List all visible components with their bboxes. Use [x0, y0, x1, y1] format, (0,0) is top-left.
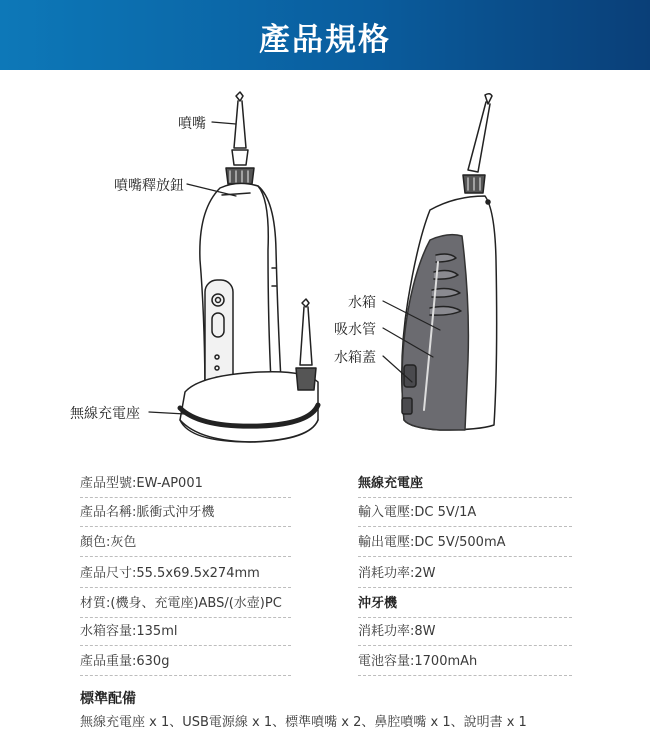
callout-nozzle: 噴嘴: [178, 116, 206, 132]
callout-nozzle-release-button: 噴嘴釋放鈕: [114, 178, 184, 194]
spec-input-voltage: 輸入電壓:DC 5V/1A: [358, 503, 572, 527]
spare-nozzle: [296, 299, 316, 390]
spec-product-name: 產品名稱:脈衝式沖牙機: [80, 503, 291, 527]
spec-tank-capacity: 水箱容量:135ml: [80, 622, 291, 646]
spec-model: 產品型號:EW-AP001: [80, 474, 291, 498]
side-device-body: [402, 196, 497, 430]
front-device-body: [200, 183, 282, 400]
callout-water-tank: 水箱: [348, 295, 376, 311]
front-nozzle: [232, 92, 248, 165]
spec-output-voltage: 輸出電壓:DC 5V/500mA: [358, 533, 572, 557]
accessories-title: 標準配備: [80, 691, 136, 707]
accessories-list: 無線充電座 x 1、USB電源線 x 1、標準噴嘴 x 2、鼻腔噴嘴 x 1、說明書 x 1: [80, 715, 527, 730]
callout-suction-tube: 吸水管: [334, 322, 376, 338]
page-title: 產品規格: [259, 22, 391, 58]
side-nozzle: [463, 94, 492, 193]
front-nozzle-collar: [226, 168, 254, 184]
spec-heading-charging-base: 無線充電座: [358, 474, 572, 498]
spec-base-power: 消耗功率:2W: [358, 564, 572, 588]
spec-weight: 產品重量:630g: [80, 652, 291, 676]
callout-leader-lines: [149, 122, 440, 414]
callout-tank-cap: 水箱蓋: [334, 350, 376, 366]
spec-battery-capacity: 電池容量:1700mAh: [358, 652, 572, 676]
spec-dimensions: 產品尺寸:55.5x69.5x274mm: [80, 564, 291, 588]
spec-color: 顏色:灰色: [80, 533, 291, 557]
header-banner: [0, 0, 650, 70]
spec-flosser-power: 消耗功率:8W: [358, 622, 572, 646]
spec-heading-flosser: 沖牙機: [358, 594, 572, 618]
spec-material: 材質:(機身、充電座)ABS/(水壺)PC: [80, 594, 291, 618]
callout-wireless-charging-base: 無線充電座: [70, 406, 140, 422]
